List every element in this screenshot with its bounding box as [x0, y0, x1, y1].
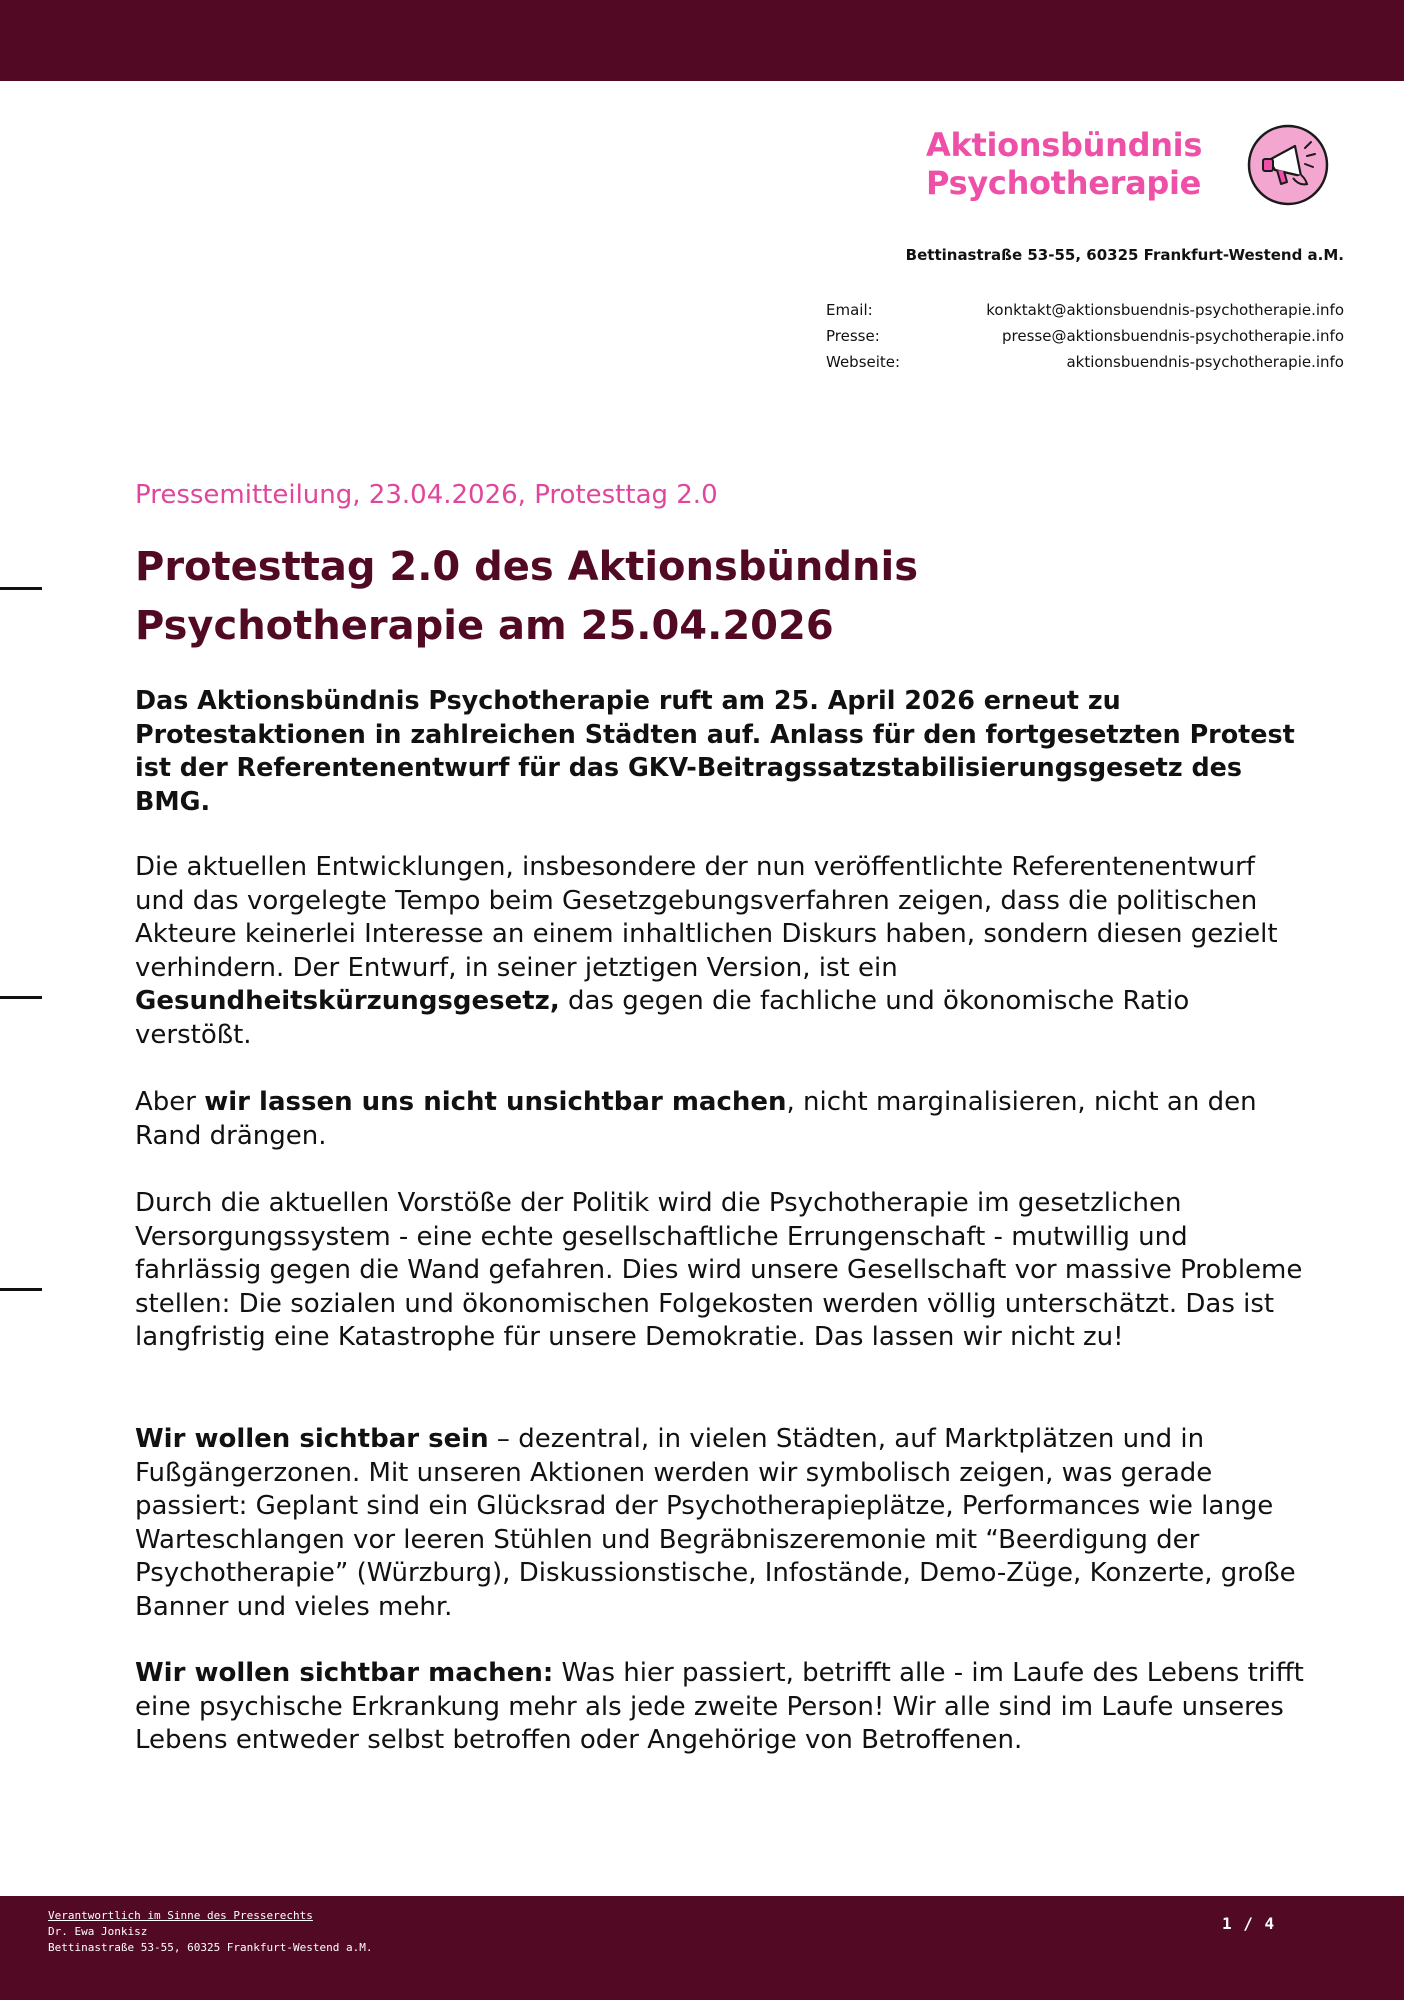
contact-row-email: [826, 297, 1344, 323]
contact-row-press: [826, 323, 1344, 349]
imprint-heading: Verantwortlich im Sinne des Presserechts: [48, 1909, 313, 1922]
title-line-1: Protesttag 2.0 des Aktionsbündnis: [135, 544, 919, 590]
paragraph-1: Die aktuellen Entwicklungen, insbesondere der nun veröffentlichte Referentenentwurf und das vorgelegte Tempo beim Gesetzgebungsverfahren zeigen, dass die politischen Akteure keinerlei Interesse an einem inhaltlichen Diskurs haben, sondern diesen gezielt verhindern. Der Entwurf, in seiner jetztigen Version, ist ein Gesundheitskürzungsgesetz, das gegen die fachliche und ökonomische Ratio verstößt.: [135, 852, 1278, 1050]
emphasis: wir lassen uns nicht unsichtbar machen: [204, 1087, 787, 1117]
emphasis: Wir wollen sichtbar sein: [135, 1424, 489, 1454]
contact-label: Email:: [826, 301, 873, 319]
title-line-2: Psychotherapie am 25.04.2026: [135, 603, 834, 649]
top-bar: [0, 0, 1404, 81]
fold-mark-top: [0, 587, 42, 590]
paragraph-2: Aber wir lassen uns nicht unsichtbar machen, nicht marginalisieren, nicht an den Rand drängen.: [135, 1087, 1257, 1151]
press-release-kicker: Pressemitteilung, 23.04.2026, Protesttag 2.0: [135, 480, 718, 510]
contact-label: Webseite:: [826, 353, 901, 371]
footer-imprint: [48, 1908, 373, 1956]
imprint-name: Dr. Ewa Jonkisz: [48, 1925, 148, 1938]
page-title: [135, 538, 1235, 656]
emphasis: Wir wollen sichtbar machen:: [135, 1658, 554, 1688]
fold-mark-bottom: [0, 1288, 42, 1291]
emphasis: Gesundheitskürzungsgesetz,: [135, 986, 560, 1016]
logo-line-2: Psychotherapie: [926, 164, 1202, 202]
logo-line-1: Aktionsbündnis: [926, 126, 1203, 164]
imprint-address: Bettinastraße 53-55, 60325 Frankfurt-Westend a.M.: [48, 1941, 373, 1954]
email-link[interactable]: konktakt@aktionsbuendnis-psychotherapie.info: [986, 301, 1344, 319]
paragraph-4: Wir wollen sichtbar sein – dezentral, in vielen Städten, auf Marktplätzen und in Fußgängerzonen. Mit unseren Aktionen werden wir symbolisch zeigen, was gerade passiert: Geplant sind ein Glücksrad der Psychotherapieplätze, Performances wie lange Warteschlangen vor leeren Stühlen und Begräbniszeremonie mit “Beerdigung der Psychotherapie” (Würzburg), Diskussionstische, Infostände, Demo-Züge, Konzerte, große Banner und vieles mehr.: [135, 1424, 1296, 1622]
megaphone-logo-icon: [1247, 124, 1329, 206]
logo-wordmark: [926, 126, 1202, 202]
website-link[interactable]: aktionsbuendnis-psychotherapie.info: [1066, 353, 1344, 371]
paragraph-5: Wir wollen sichtbar machen: Was hier passiert, betrifft alle - im Laufe des Lebens trifft eine psychische Erkrankung mehr als jede zweite Person! Wir alle sind im Laufe unseres Lebens entweder selbst betroffen oder Angehörige von Betroffenen.: [135, 1658, 1304, 1755]
paragraph-3: Durch die aktuellen Vorstöße der Politik wird die Psychotherapie im gesetzlichen Versorgungssystem - eine echte gesellschaftliche Errungenschaft - mutwillig und fahrlässig gegen die Wand gefahren. Dies wird unsere Gesellschaft vor massive Probleme stellen: Die sozialen und ökonomischen Folgekosten werden völlig unterschätzt. Das ist langfristig eine Katastrophe für unsere Demokratie. Das lassen wir nicht zu!: [135, 1188, 1303, 1352]
contact-row-website: [826, 349, 1344, 375]
organization-address: Bettinastraße 53-55, 60325 Frankfurt-Westend a.M.: [905, 246, 1344, 264]
page-number: 1 / 4: [1222, 1914, 1276, 1933]
punch-mark: [0, 996, 42, 999]
contact-label: Presse:: [826, 327, 880, 345]
contact-block: [826, 297, 1344, 375]
press-email-link[interactable]: presse@aktionsbuendnis-psychotherapie.info: [1002, 327, 1344, 345]
lead-paragraph: Das Aktionsbündnis Psychotherapie ruft am 25. April 2026 erneut zu Protestaktionen in zahlreichen Städten auf. Anlass für den fortgesetzten Protest ist der Referentenentwurf für das GKV-Beitragssatzstabilisierungsgesetz des BMG.: [135, 685, 1295, 816]
